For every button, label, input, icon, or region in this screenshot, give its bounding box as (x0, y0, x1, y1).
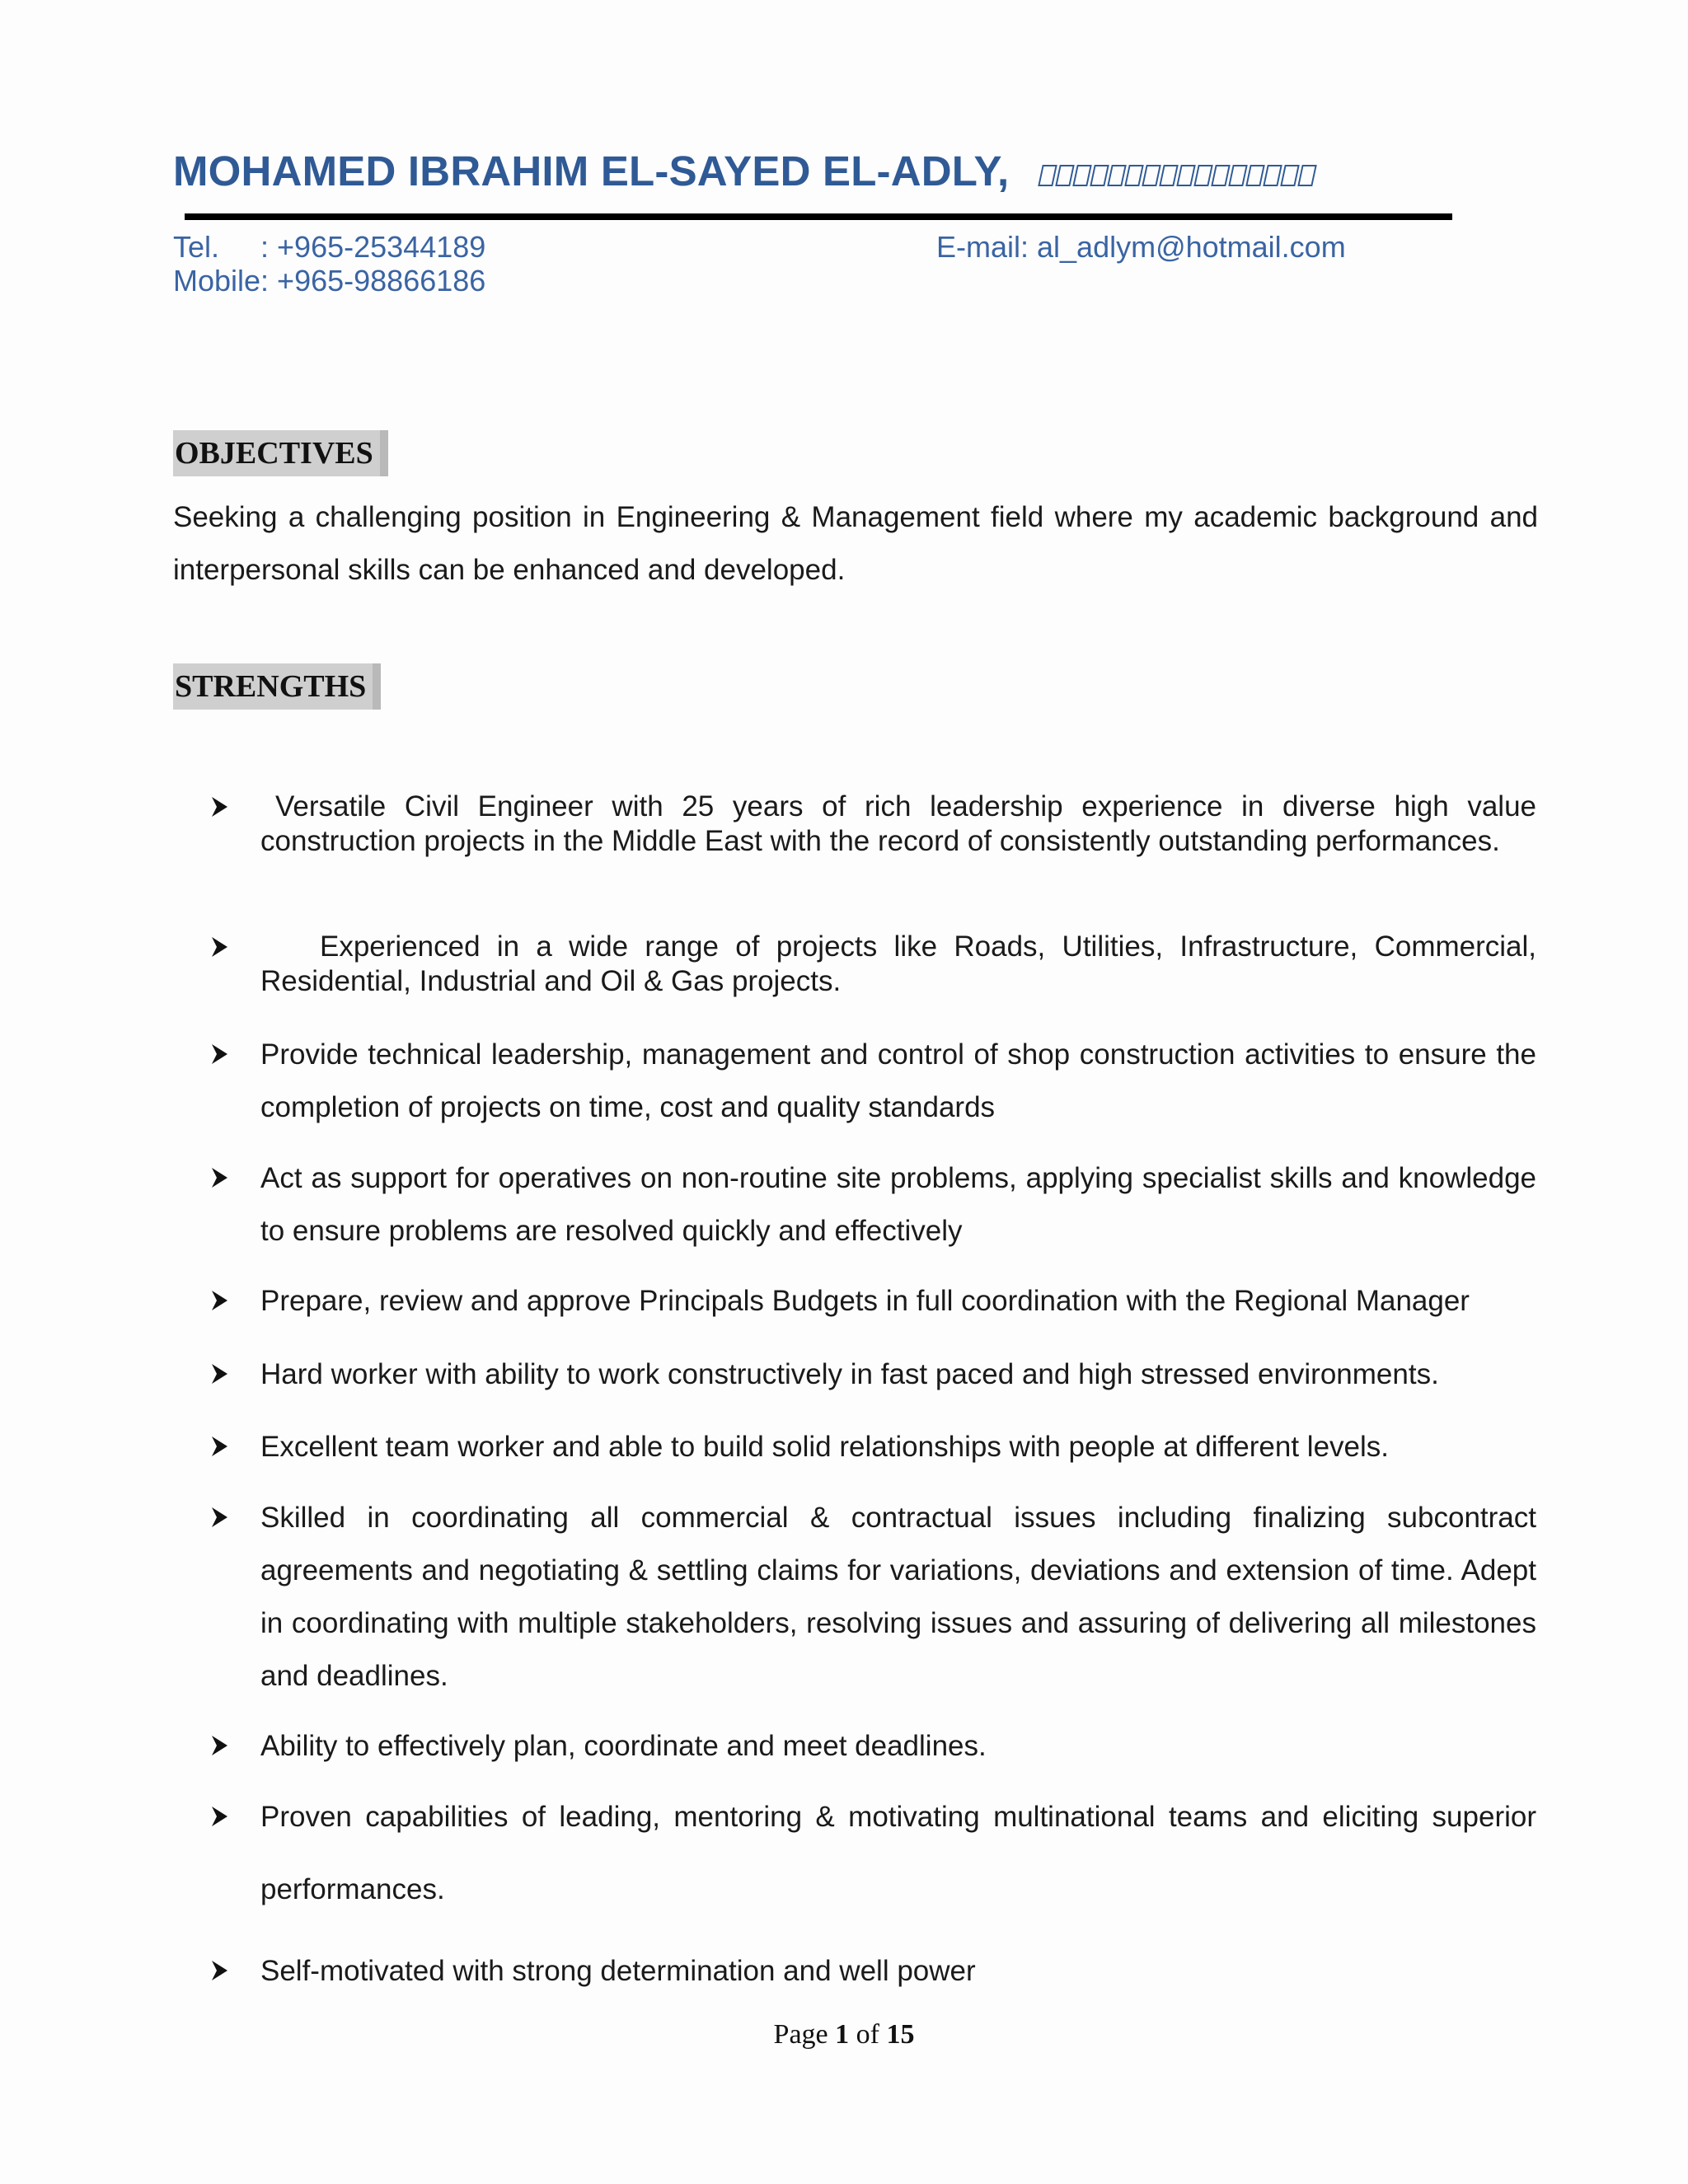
header-divider (185, 213, 1452, 220)
page-word: Page (773, 2019, 828, 2050)
arrow-bullet-icon (211, 1505, 229, 1530)
strength-text: Excellent team worker and able to build solid relationships with people at different levels. (260, 1431, 1390, 1463)
strength-text: Versatile Civil Engineer with 25 years of rich leadership experience in diverse high value construction projects in the Middle East with the record of consistently outstanding performances. (260, 790, 1536, 857)
strength-text: Experienced in a wide range of projects like Roads, Utilities, Infrastructure, Commercial, Residential, Industrial and Oil & Gas projects. (260, 930, 1536, 997)
arrow-bullet-icon (211, 1361, 229, 1386)
strength-text: Hard worker with ability to work constructively in fast paced and high stressed environments. (260, 1358, 1439, 1390)
arrow-bullet-icon (211, 1733, 229, 1758)
arrow-bullet-icon (211, 1958, 229, 1983)
candidate-name-line (173, 147, 1317, 195)
email-address[interactable]: E-mail: al_adlym@hotmail.com (936, 230, 1346, 264)
objectives-text: Seeking a challenging position in Engineering & Management field where my academic background and interpersonal skills can be enhanced and developed. (173, 501, 1538, 586)
total-pages-number: 15 (886, 2019, 915, 2050)
strength-text: Self-motivated with strong determination and well power (260, 1955, 976, 1987)
arrow-bullet-icon (211, 1804, 229, 1829)
mobile-number: Mobile: +965-98866186 (173, 264, 486, 298)
arrow-bullet-icon (211, 1165, 229, 1190)
strength-text: Proven capabilities of leading, mentoring & motivating multinational teams and eliciting superior performances. (260, 1801, 1585, 1905)
arrow-bullet-icon (211, 935, 229, 959)
strengths-heading: STRENGTHS (173, 663, 381, 710)
unrendered-script-glyphs (1040, 161, 1317, 189)
arrow-bullet-icon (211, 1434, 229, 1459)
arrow-bullet-icon (211, 1288, 229, 1313)
current-page-number: 1 (835, 2019, 850, 2050)
tel-number: Tel. : +965-25344189 (173, 230, 486, 264)
arrow-bullet-icon (211, 1042, 229, 1066)
strength-text: Ability to effectively plan, coordinate and meet deadlines. (260, 1730, 987, 1762)
strength-text: Skilled in coordinating all commercial & contractual issues including finalizing subcontract agreements and negotiating & settling claims for variations, deviations and extension of time. Adept in coordinating with multiple stakeholders, resolving issues and assuring of delivering all milestones and deadlines. (260, 1502, 1536, 1692)
arrow-bullet-icon (211, 794, 229, 819)
strength-text: Provide technical leadership, management and control of shop construction activities to ensure the completion of projects on time, cost and quality standards (260, 1038, 1536, 1123)
candidate-name: MOHAMED IBRAHIM EL-SAYED EL-ADLY, (173, 148, 1010, 194)
page-footer (0, 2019, 1688, 2050)
of-word: of (856, 2019, 879, 2050)
strength-text: Prepare, review and approve Principals Budgets in full coordination with the Regional Manager (260, 1285, 1470, 1317)
strength-text: Act as support for operatives on non-routine site problems, applying specialist skills and knowledge to ensure problems are resolved quickly and effectively (260, 1162, 1536, 1247)
objectives-heading: OBJECTIVES (173, 430, 388, 476)
